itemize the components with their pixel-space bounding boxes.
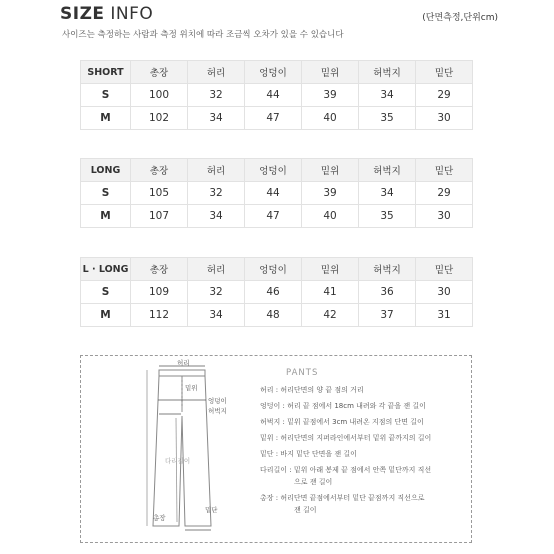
table-cell: 30 <box>416 281 473 304</box>
unit-note: (단면측정,단위cm) <box>422 13 498 23</box>
column-header: 엉덩이 <box>245 258 302 281</box>
table-cell: 107 <box>131 205 188 228</box>
desc-total-cont: 잰 길이 <box>294 506 317 514</box>
table-cell: 34 <box>188 107 245 130</box>
column-header: 총장 <box>131 258 188 281</box>
table-row <box>81 182 473 205</box>
waist-label: 허리 <box>177 359 190 367</box>
pants-heading: PANTS <box>286 368 319 378</box>
table-row <box>81 281 473 304</box>
table-cell: 32 <box>188 182 245 205</box>
table-header-row <box>81 159 473 182</box>
table-cell: 32 <box>188 281 245 304</box>
column-header: 밑단 <box>416 159 473 182</box>
table-cell: 44 <box>245 182 302 205</box>
size-label: S <box>81 84 131 107</box>
table-cell: 48 <box>245 304 302 327</box>
table-cell: 37 <box>359 304 416 327</box>
page-title <box>60 4 153 24</box>
desc-hip: 엉덩이 : 허리 끝 점에서 18cm 내려와 각 끝을 잰 길이 <box>260 402 426 410</box>
table-cell: 41 <box>302 281 359 304</box>
table-cell: 44 <box>245 84 302 107</box>
desc-waist: 허리 : 허리단면의 양 끝 점의 거리 <box>260 386 364 394</box>
table-row <box>81 304 473 327</box>
table-cell: 34 <box>188 304 245 327</box>
column-header: 밑단 <box>416 61 473 84</box>
desc-thigh: 허벅지 : 밑위 끝점에서 3cm 내려온 지점의 단면 길이 <box>260 418 424 426</box>
table-cell: 30 <box>416 205 473 228</box>
desc-inseam-cont: 으로 잰 길이 <box>294 478 333 486</box>
desc-total: 총장 : 허리단면 끝점에서부터 밑단 끝점까지 직선으로 <box>260 494 425 502</box>
table-cell: 35 <box>359 205 416 228</box>
column-header: 엉덩이 <box>245 159 302 182</box>
table-cell: 35 <box>359 107 416 130</box>
table-name: SHORT <box>81 61 131 84</box>
table-cell: 40 <box>302 205 359 228</box>
column-header: 허벅지 <box>359 61 416 84</box>
table-cell: 34 <box>359 182 416 205</box>
table-cell: 105 <box>131 182 188 205</box>
column-header: 밑위 <box>302 258 359 281</box>
thigh-label: 허벅지 <box>208 407 227 415</box>
waistband-shape <box>159 370 205 376</box>
table-cell: 39 <box>302 84 359 107</box>
inseam-measure-line <box>176 418 177 522</box>
table-cell: 29 <box>416 84 473 107</box>
table-cell: 100 <box>131 84 188 107</box>
column-header: 엉덩이 <box>245 61 302 84</box>
hip-label: 엉덩이 <box>208 397 227 405</box>
rise-label: 밑위 <box>185 384 198 392</box>
desc-hem: 밑단 : 바지 밑단 단면을 잰 길이 <box>260 450 357 458</box>
table-cell: 36 <box>359 281 416 304</box>
table-header-row <box>81 61 473 84</box>
table-header-row <box>81 258 473 281</box>
size-label: S <box>81 281 131 304</box>
title-light: INFO <box>110 4 154 24</box>
table-cell: 32 <box>188 84 245 107</box>
table-cell: 47 <box>245 205 302 228</box>
column-header: 밑위 <box>302 61 359 84</box>
desc-rise: 밑위 : 허리단면의 지퍼라인에서부터 밑위 끝까지의 길이 <box>260 434 432 442</box>
table-cell: 34 <box>188 205 245 228</box>
table-cell: 46 <box>245 281 302 304</box>
table-cell: 39 <box>302 182 359 205</box>
table-row <box>81 205 473 228</box>
column-header: 허리 <box>188 258 245 281</box>
column-header: 허벅지 <box>359 258 416 281</box>
inseam-label: 다리길이 <box>165 457 191 465</box>
table-row <box>81 84 473 107</box>
table-cell: 42 <box>302 304 359 327</box>
size-label: M <box>81 205 131 228</box>
size-disclaimer: 사이즈는 측정하는 사람과 측정 위치에 따라 조금씩 오차가 있을 수 있습니다 <box>62 30 344 40</box>
size-table-long <box>80 158 473 228</box>
table-cell: 34 <box>359 84 416 107</box>
pants-measurement-guide <box>80 355 472 543</box>
table-name: L · LONG <box>81 258 131 281</box>
column-header: 허리 <box>188 61 245 84</box>
desc-inseam: 다리길이 : 밑위 아래 봉제 끝 점에서 안쪽 밑단까지 직선 <box>260 466 432 474</box>
total-length-label: 총장 <box>153 514 166 522</box>
table-cell: 30 <box>416 107 473 130</box>
column-header: 총장 <box>131 61 188 84</box>
table-cell: 40 <box>302 107 359 130</box>
size-table-l-long <box>80 257 473 327</box>
column-header: 밑위 <box>302 159 359 182</box>
size-table-short <box>80 60 473 130</box>
table-cell: 109 <box>131 281 188 304</box>
hem-label: 밑단 <box>205 506 218 514</box>
table-cell: 31 <box>416 304 473 327</box>
table-cell: 112 <box>131 304 188 327</box>
size-label: S <box>81 182 131 205</box>
column-header: 허벅지 <box>359 159 416 182</box>
table-name: LONG <box>81 159 131 182</box>
title-bold: SIZE <box>60 4 105 24</box>
size-label: M <box>81 304 131 327</box>
column-header: 밑단 <box>416 258 473 281</box>
table-cell: 47 <box>245 107 302 130</box>
column-header: 총장 <box>131 159 188 182</box>
table-cell: 102 <box>131 107 188 130</box>
table-cell: 29 <box>416 182 473 205</box>
size-label: M <box>81 107 131 130</box>
column-header: 허리 <box>188 159 245 182</box>
table-row <box>81 107 473 130</box>
